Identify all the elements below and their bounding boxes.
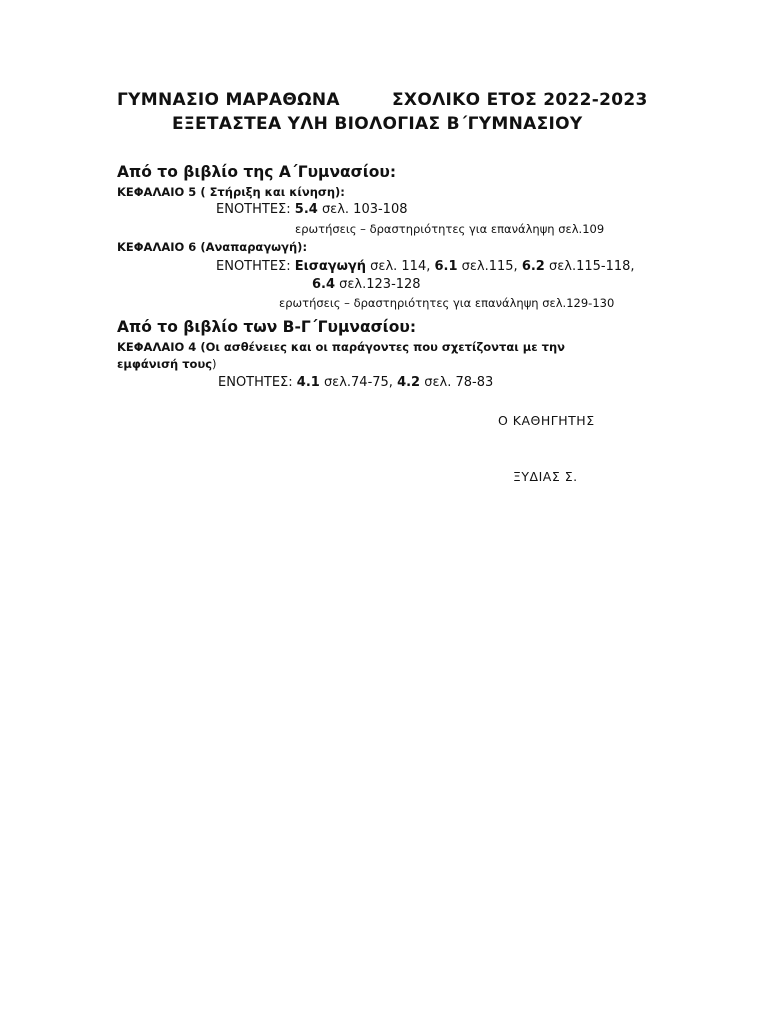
unit-6-2-pages: σελ.115-118,: [544, 259, 635, 274]
unit-intro: Εισαγωγή: [294, 259, 367, 274]
chapter-6-review: ερωτήσεις – δραστηριότητες για επανάληψη σελ.129-130: [279, 296, 615, 310]
units-prefix: ΕΝΟΤΗΤΕΣ:: [218, 375, 297, 390]
chapter-5-line: [117, 185, 345, 199]
unit-6-1-pages: σελ.115,: [457, 259, 522, 274]
unit-6-4-pages: σελ.123-128: [335, 277, 421, 292]
unit-4-2: 4.2: [397, 375, 421, 390]
units-prefix: ΕΝΟΤΗΤΕΣ:: [216, 259, 295, 274]
unit-intro-pages: σελ. 114,: [366, 259, 435, 274]
units-prefix: ΕΝΟΤΗΤΕΣ:: [216, 202, 295, 217]
book-bc-heading: Από το βιβλίο των Β-Γ΄Γυμνασίου:: [117, 318, 417, 336]
chapter-4-units: [218, 375, 493, 390]
chapter-6-line: [117, 240, 307, 254]
chapter-5-units: [216, 202, 408, 217]
chapter-4-line-2: [117, 357, 217, 371]
unit-6-2: 6.2: [521, 259, 545, 274]
chapter-6-units-cont: [312, 277, 421, 292]
chapter-4-label: ΚΕΦΑΛΑΙΟ 4: [117, 340, 197, 354]
signature-name: ΞΥΔΙΑΣ Σ.: [513, 469, 578, 484]
chapter-4-topic-cont: εμφάνισή τους: [117, 357, 213, 371]
school-name: ΓΥΜΝΑΣΙΟ ΜΑΡΑΘΩΝΑ: [117, 90, 340, 110]
chapter-5-label: ΚΕΦΑΛΑΙΟ 5: [117, 185, 197, 199]
chapter-6-label: ΚΕΦΑΛΑΙΟ 6: [117, 240, 197, 254]
book-a-heading: Από το βιβλίο της Α΄Γυμνασίου:: [117, 163, 397, 181]
unit-4-1-pages: σελ.74-75,: [319, 375, 398, 390]
chapter-4-topic: (Οι ασθένειες και οι παράγοντες που σχετίζονται με την: [196, 340, 565, 354]
chapter-4-topic-close: ): [212, 357, 217, 371]
chapter-4-line: [117, 340, 565, 354]
document-title: ΕΞΕΤΑΣΤΕΑ ΥΛΗ ΒΙΟΛΟΓΙΑΣ Β΄ΓΥΜΝΑΣΙΟΥ: [172, 114, 583, 134]
chapter-5-review: ερωτήσεις – δραστηριότητες για επανάληψη σελ.109: [295, 222, 605, 236]
unit-5-4: 5.4: [294, 202, 318, 217]
chapter-6-topic: (Αναπαραγωγή):: [196, 240, 308, 254]
unit-4-1: 4.1: [296, 375, 320, 390]
unit-5-4-pages: σελ. 103-108: [317, 202, 408, 217]
chapter-5-topic: ( Στήριξη και κίνηση):: [196, 185, 345, 199]
signature-role: Ο ΚΑΘΗΓΗΤΗΣ: [498, 413, 595, 428]
unit-4-2-pages: σελ. 78-83: [420, 375, 494, 390]
unit-6-1: 6.1: [434, 259, 458, 274]
school-year: ΣΧΟΛΙΚΟ ΕΤΟΣ 2022-2023: [392, 90, 648, 110]
chapter-6-units: [216, 259, 635, 274]
unit-6-4: 6.4: [312, 277, 336, 292]
